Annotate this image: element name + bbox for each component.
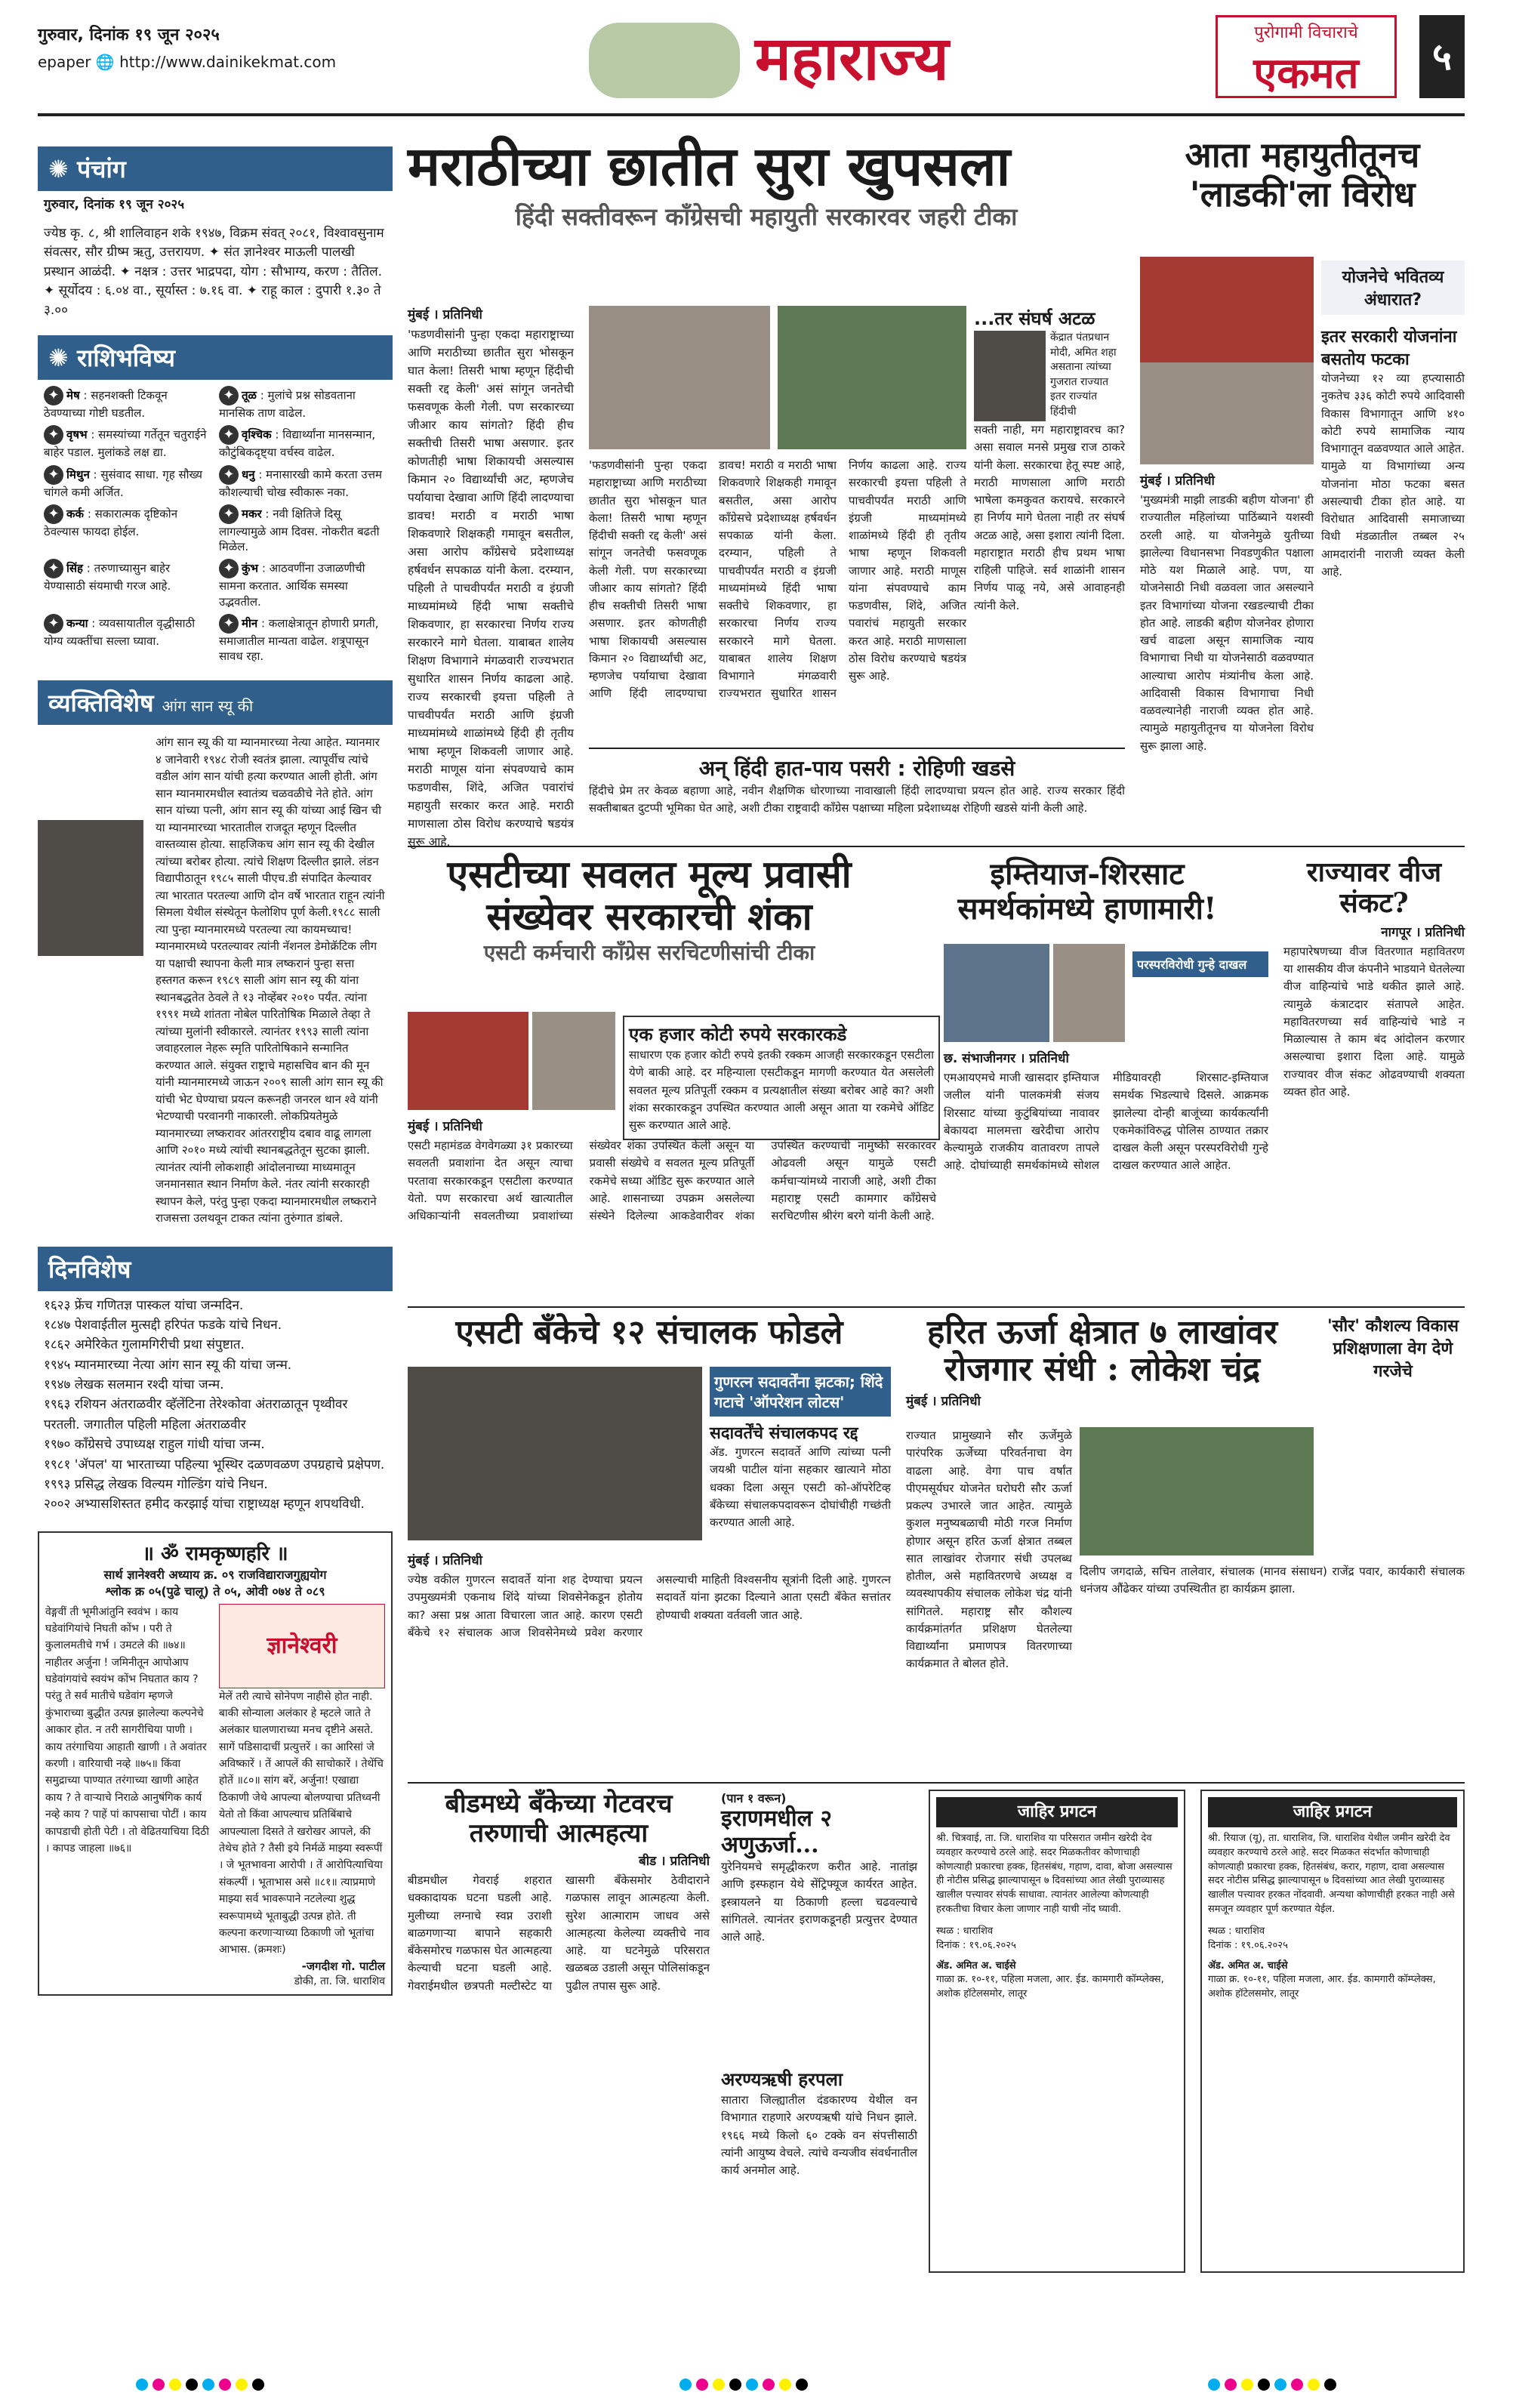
divider-1 [408,846,1465,847]
bank-inner-body: ॲड. गुणरत्न सदावर्ते आणि त्यांच्या पत्नी जयश्री पाटील यांना सहकार खात्याने मोठा धक्का दिला असून एसटी को-ऑपरेटिव्ह बँकेच्या संचालकपदावरून दोघांचीही गच्छंती करण्यात आली आहे. [710,1445,891,1529]
vij-story [1283,857,1465,1321]
rashi-grid [38,380,393,670]
imtiyaz-body-wrap [944,1046,1268,1318]
gemini-icon: ✦ [44,465,63,485]
rashi-name: तूळ [242,388,257,402]
leo-icon: ✦ [44,559,63,578]
rashi-name: मेष [66,388,80,402]
ad-1-title: जाहिर प्रगटन [936,1797,1178,1827]
imtiyaz-body: एमआयएमचे माजी खासदार इम्तियाज जलील यांनी पालकमंत्री संजय शिरसाट यांच्या कुटुंबियांच्या नावावर बेकायदा मालमत्ता खरेदीचा आरोप केल्यामुळे राजकीय वातावरण तापले आहे. दोघांच्याही समर्थकांमध्ये सोशल मीडियावरही शिरसाट-इम्तियाज समर्थक भिडल्याचे दिसले. आक्रमक झालेल्या दोन्ही बाजूंच्या कार्यकर्त्यांनी एकमेकांविरुद्ध पोलिस ठाण्यात तक्रार दाखल केली असून परस्परविरोधी गुन्हे दाखल करण्यात आले आहेत. [944,1071,1268,1173]
sidebar-caption: केंद्रात पंतप्रधान मोदी, अमित शहा असताना त्यांच्या गुजरात राज्यात इतर राज्यांत हिंदीची [1050,331,1117,418]
rashi-item: ✦ धनु : मनासारखी कामे करता उत्तम कौशल्याची चोख स्वीकारू नका. [219,466,382,499]
rashi-name: मकर [242,507,262,521]
panchang-icon: ✺ [48,155,77,183]
rashi-item: ✦ वृश्चिक : विद्यार्थ्यांना मानसन्मान, कौटुंबिकदृष्ट्या वर्चस्व वाढेल. [219,427,376,460]
harit-headline: हरित ऊर्जा क्षेत्रात ७ लाखांवर रोजगार संधी : लोकेश चंद्र [927,1313,1277,1389]
ramkrishna-place: डोकी, ता. जि. धाराशिव [294,1975,385,1987]
ramkrishna-author: -जगदीश गो. पाटील [301,1959,385,1973]
leader-photo-2 [778,306,966,449]
ramkrishna-col2: मेलें तरी त्याचे सोनेपण नाहीसे होत नाही. बाकी सोन्याला अलंकार हे म्हटले जाते ते अलंकार घालणाराच्या मनच दृष्टीने असते. सागें पडिसादाचीं प्रत्युत्तरें । का आरिसां जे अविष्कारें । तें आपलें की साचोकारें । तेथेंचि होतें ॥८०॥ सांग बरें, अर्जुना! एखाद्या ठिकाणी जेथे आपल्या बोलण्याचा प्रतिध्वनी येतो तो किंवा आपल्याच प्रतिबिंबाचे आपल्याला दिसते ते खरोखर आपले, की तेथेच होते ? तैसी इये निर्मळें माझ्या स्वरूपीं । जे भूतभावना आरोपी । तें आरोपित्याचिया संकल्पीं । भूताभास असे ॥८१॥ त्याप्रमाणे माझ्या सर्व भावरूपाने नटलेल्या शुद्ध स्वरूपामध्ये भूताबुद्धी उत्पन्न होते. ती कल्पना करणाऱ्याच्या ठिकाणी जो भूतांचा आभास. (क्रमशः) [219,1690,384,1956]
harit-story [906,1314,1299,1412]
st-body-wrap [408,1114,936,1318]
map-icon [589,23,740,98]
dnyaneshwari-logo: ज्ञानेश्वरी [219,1604,385,1688]
rashi-text: तरुणाच्यासुन बाहेर येण्यासाठी संयमाची गरज आहे. [44,561,171,594]
ladki-side-body: योजनेच्या १२ व्या हप्त्यासाठी नुकतेच ३३६ कोटी रुपये आदिवासी विकास विभागातून आणि ४१० कोटी रुपये सामाजिक न्याय विभागातून वळवण्यात आले आहेत. यामुळे या विभागांच्या अन्य योजनांना मोठा फटका बसत असल्याची टीका होत आहे. या विरोधात आदिवासी समाजाच्या विधी मंडळातील तब्बल २५ आमदारांनी नाराजी व्यक्त केली आहे. [1321,372,1465,578]
harit-col [906,1427,1072,1774]
rashi-item: ✦ कुंभ : आठवणींना उजाळणीची सामना करतात. आर्थिक समस्या उद्भवतील. [219,560,365,609]
harit-body: राज्यात प्रामुख्याने सौर ऊर्जेमुळे पारंपरिक ऊर्जेच्या परिवर्तनाचा वेग वाढला आहे. वेगा पाच वर्षांत पीएमसूर्यघर योजनेत घरोघरी सौर ऊर्जा प्रकल्प उभारले जात आहेत. त्यामुळे कुशल मनुष्यबळाची मोठी गरज निर्माण होणार असून हरित ऊर्जा क्षेत्रात तब्बल सात लाखांवर रोजगार संधी उपलब्ध होतील, असे महावितरणचे अध्यक्ष व व्यवस्थापकीय संचालक लोकेश चंद्र यांनी सांगितले. महाराष्ट्र सौर कौशल्य कार्यक्रमांतर्गत प्रशिक्षण घेतलेल्या विद्यार्थ्यांना प्रमाणपत्र वितरणाच्या कार्यक्रमात ते बोलत होते. [906,1429,1072,1671]
divider-3 [408,1782,1465,1784]
imtiyaz-dateline: छ. संभाजीनगर । प्रतिनिधी [944,1051,1069,1066]
rashi-text: नवी क्षितिजे दिसू लागल्यामुळे आम दिवस. नोकरीत बढती मिळेल. [219,507,380,553]
beed-headline: बीडमध्ये बँकेच्या गेटवरच तरुणाची आत्महत्या [445,1789,673,1849]
dinvishesh-item: १९४५ म्यानमारच्या नेत्या आंग सान स्यू की यांचा जन्म. [44,1357,292,1373]
ad-1-body: श्री. चित्रवाई, ता. जि. धाराशिव या परिसरात जमीन खरेदी देव व्यवहार करण्याचे ठरले आहे. सदर मिळकतीवर कोणाचाही कोणत्याही प्रकारचा हक्क, हितसंबंध, गहाण, दावा, बोजा असल्यास ही नोटीस प्रसिद्ध झाल्यापासून ७ दिवसांच्या आत लेखी पुराव्यासह खालील पत्त्यावर संपर्क साधावा. त्यानंतर आलेल्या कोणत्याही हरकतीचा विचार केला जाणार नाही याची नोंद घ्यावी. [936,1832,1172,1916]
quote-box [589,748,1125,818]
sagittarius-icon: ✦ [219,465,239,485]
panchang-heading: ✺ पंचांग [38,146,393,191]
aries-icon: ✦ [44,386,63,405]
ad-2-body: श्री. रियाज (यू), ता. धाराशिव, जि. धाराशिव येथील जमीन खरेदी देव व्यवहार करण्याचे ठरले आहे. सदर मिळकत संदर्भात कोणाचाही कोणत्याही प्रकारचा हक्क, हितसंबंध, करार, गहाण, दावा असल्यास सदर नोटीस प्रसिद्ध झाल्यापासून ७ दिवसांच्या आत लेखी पुराव्यासह खालील पत्त्यावर हरकत नोंदवावी. अन्यथा कोणाचीही हरकत नाही असे समजून व्यवहार पूर्ण करण्यात येईल. [1208,1832,1455,1916]
st-story [408,853,891,967]
ad-2-signer: ॲड. अमित अ. चाईसे [1208,1959,1288,1972]
dinvishesh-item: १९६३ रशियन अंतराळवीर व्हॅलेंटिना तेरेश्कोवा अंतराळातून पृथ्वीवर परतली. जगातील पहिली महिला अंतराळवीर [44,1397,348,1432]
vyakti-text: आंग सान स्यू की या म्यानमारच्या नेत्या आहेत. म्यानमार ४ जानेवारी १९४८ रोजी स्वतंत्र झाला. त्यापूर्वीच त्यांचे वडील आंग सान यांची हत्या करण्यात आली होती. आंग सान म्यानमारमधील स्वातंत्र्य चळवळीचे नेते होते. आंग सान यांच्या पत्नी, आंग सान स्यू की यांच्या आई खिन ची या म्यानमारच्या भारतातील राजदूत म्हणून दिल्लीत वास्तव्यास होत्या. साहजिकच आंग सान स्यू की देखील त्यांच्या बरोबर होत्या. त्यांचे शिक्षण दिल्लीत झाले. लंडन विद्यापीठातून १९८५ साली पीएच.डी संपादित केल्यावर त्या भारतात परतल्या आणि दोन वर्षे भारतात राहून त्यांनी सिमला येथील संस्थेतून फेलोशिप पूर्ण केली.१९८८ साली त्या पुन्हा म्यानमारमध्ये परतल्या त्या कायमच्याच! म्यानमारमध्ये परतल्यावर त्यांनी नॅशनल डेमोक्रॅटिक लीग या पक्षाची स्थापना केली मात्र लष्करानं पुन्हा सत्ता हस्तगत करून १९८९ साली आंग सान स्यू की यांना स्थानबद्धतेत ठेवले ते १३ नोव्हेंबर २०१० पर्यंत. त्यांना १९९१ मध्ये शांतता नोबेल पारितोषिक मिळाले तेव्हा ते त्यांच्या मुलांनी स्वीकारले. त्यानंतर १९९३ साली त्यांना जवाहरलाल नेहरू स्मृति पारितोषिकाने सन्मानित करण्यात आले. संयुक्त राष्ट्राचे महासचिव बान की मून यांनी म्यानमारमध्ये जाऊन २००९ साली आंग सान स्यू की यांची भेट घेण्याचा प्रयत्न करूनही जनरल थान श्वे यांनी भेटण्याची परवानगी नाकारली. लोकप्रियतेमुळे म्यानमारच्या लष्करावर आंतरराष्ट्रीय दबाव वाढू लागला आणि २०१० मध्ये त्यांची स्थानबद्धतेतून सुटका झाली. त्यानंतर त्यांनी लोकशाही आंदोलनाच्या माध्यमातून जनमानसात स्थान निर्माण केले. नंतर त्यांनी सरकारही स्थापन केले, परंतु पुन्हा एकदा म्यानमारमधील लष्कराने राजसत्ता उलथवून टाकत त्यांना तुरुंगात डांबले. [156,735,385,1226]
ladki-body: 'मुख्यमंत्री माझी लाडकी बहीण योजना' ही राज्यातील महिलांच्या पाठिंब्याने यशस्वी ठरली आहे. या योजनेमुळे युतीच्या झालेल्या विधानसभा निवडणुकीत पक्षाला मोठे यश मिळाले आहे. पण, या योजनेसाठी निधी वळवला जात असल्याने इतर विभागांच्या योजना रखडल्याची टीका होत आहे. लाडकी बहीण योजनेवर होणारा खर्च वाढला असून सामाजिक न्याय विभागाचा निधी या योजनेसाठी वळवण्यात आल्याचा आरोप मंत्र्यांनीच केला आहे. आदिवासी विकास विभागाचा निधी वळवल्यानेही नाराजी व्यक्त होत आहे. त्यामुळे महायुतीतूनच या योजनेला विरोध सुरू झाला आहे. [1140,493,1314,753]
harit-side-head: 'सौर' कौशल्य विकास प्रशिक्षणाला वेग देणे गरजेचे [1326,1317,1459,1381]
aquarius-icon: ✦ [219,559,239,578]
pisces-icon: ✦ [219,614,239,634]
st-dateline: मुंबई । प्रतिनिधी [408,1119,482,1134]
lead-col1 [408,302,574,849]
lead-headline: मराठीच्या छातीत सुरा खुपसला [408,134,1011,198]
st-box-head: एक हजार कोटी रुपये सरकारकडे [629,1024,847,1045]
raj-thackeray-photo [974,331,1046,421]
color-registration-bar-2 [679,2379,808,2391]
rashi-item: ✦ मकर : नवी क्षितिजे दिसू लागल्यामुळे आम दिवस. नोकरीत बढती मिळेल. [219,505,380,553]
header-divider [38,113,1465,116]
bank-dateline: मुंबई । प्रतिनिधी [408,1553,482,1568]
dinvishesh-list [38,1291,393,1519]
dinvishesh-heading: दिनविशेष [38,1247,393,1291]
color-registration-bar-1 [136,2379,264,2391]
ad-2-date: दिनांक : १९.०६.२०२५ [1208,1939,1288,1951]
sidebar [38,136,393,1996]
scorpio-icon: ✦ [219,425,239,445]
ad-2 [1200,1790,1465,2273]
bank-box-head: गुणरत्न सदावर्तेंना झटका; शिंदे गटाचे 'ऑपरेशन लोटस' [710,1367,891,1417]
rashi-item: ✦ तूळ : मुलांचे प्रश्न सोडवताना मानसिक ताण वाढेल. [219,387,356,420]
vij-headline: राज्यावर वीज संकट? [1306,856,1442,920]
ladki-side-head: इतर सरकारी योजनांना बसतोय फटका [1321,328,1457,369]
lead-subhead: हिंदी सक्तीवरून काँग्रेसची महायुती सरकारवर जहरी टीका [515,202,1018,232]
ramkrishna-heading: ॥ ॐ रामकृष्णहरि ॥ [142,1542,288,1565]
page-number: ५ [1419,15,1465,98]
rashi-item: ✦ मिथुन : सुसंवाद साधा. गृह सौख्य चांगले कमी अर्जित. [44,466,202,499]
rashi-name: कन्या [66,616,88,631]
divider-2 [408,1306,1465,1308]
rashi-item: ✦ कन्या : व्यवसायातील वृद्धीसाठी योग्य व्यक्तींचा सल्ला घ्यावा. [44,615,196,648]
harit-side [1321,1314,1465,1382]
ladki-col [1140,468,1314,846]
rashi-name: कुंभ [242,561,259,575]
bank-inner-head: सदावर्तेंचे संचालकपद रद्द [710,1424,858,1443]
beed-body: बीडमधील गेवराई शहरात धक्कादायक घटना घडली आहे. मुलीच्या लग्नाचे स्वप्न उराशी बाळगणाऱ्या बापाने सहकारी बँकेसमोरच गळफास घेत आत्महत्या केल्याची घटना घडली आहे. गेवराईमधील छत्रपती मल्टीस्टेट या खासगी बँकेसमोर ठेवीदाराने गळफास लावून आत्महत्या केली. सुरेश आत्माराम जाधव असे आत्महत्या केलेल्या व्यक्तीचे नाव आहे. या घटनेमुळे परिसरात खळबळ उडाली असून पोलिसांकडून पुढील तपास सुरू आहे. [408,1873,710,1993]
bank-headline: एसटी बँकेचे १२ संचालक फोडले [455,1313,843,1352]
brand-logo [1216,15,1397,98]
rashi-name: मीन [242,616,258,631]
ramkrishna-box [38,1531,393,1996]
rashi-item: ✦ वृषभ : समस्यांच्या गर्तेतून चतुराईने बाहेर पडाल. मुलांकडे लक्ष द्या. [44,427,207,460]
vyakti-body [38,725,393,1236]
dinvishesh-item: १९७० काँग्रेसचे उपाध्यक्ष राहुल गांधी यांचा जन्म. [44,1437,265,1453]
imtiyaz-story [936,857,1238,927]
person-photo [38,820,143,956]
capricorn-icon: ✦ [219,504,239,524]
rashi-text: व्यवसायातील वृद्धीसाठी योग्य व्यक्तींचा सल्ला घ्यावा. [44,616,196,648]
ladki-photo-2 [1140,362,1314,464]
ladki-headline: आता महायुतीतूनच 'लाडकी'ला विरोध [1185,134,1420,214]
rashi-item: ✦ सिंह : तरुणाच्यासुन बाहेर येण्यासाठी संयमाची गरज आहे. [44,560,171,594]
bus-photo [408,1012,528,1110]
dinvishesh-item: १९८१ 'ॲपल' या भारताच्या पहिल्या भूस्थिर दळणवळण उपग्रहाचे प्रक्षेपण. [44,1457,385,1472]
ramkrishna-sub: सार्थ ज्ञानेश्वरी अध्याय क्र. ०९ राजविद्याराजगुह्ययोग [103,1567,327,1582]
harit-photo [1080,1427,1314,1555]
ad-1-signer: ॲड. अमित अ. चाईसे [936,1959,1016,1972]
masthead-title: महाराज्य [755,23,949,94]
lead-body: 'फडणवीसांनी पुन्हा एकदा महाराष्ट्राच्या आणि मराठीच्या छातीत सुरा भोसकून घात केला! तिसरी भाषा म्हणून हिंदीची सक्ती रद्द केली' असं सांगून जनतेची फसवणूक केली गेली. पण सरकारच्या जीआर काय सांगतो? हिंदी हीच सक्तीची तिसरी भाषा असणार. इतर कोणतीही भाषा शिकायची असल्यास किमान २० विद्यार्थ्यांची अट, म्हणजेच पर्यायाचा देखावा आणि हिंदी लादण्याचा डावच! मराठी व मराठी भाषा शिकवणारे शिक्षकही गमावून बसतील, असा आरोप काँग्रेसचे प्रदेशाध्यक्ष हर्षवर्धन सपकाळ यांनी केला. दरम्यान, पहिली ते पाचवीपर्यंत मराठी व इंग्रजी माध्यमांमध्ये हिंदी भाषा सक्तीचे शिकवणार, हा सरकारचा निर्णय राज्य सरकारने मागे घेतला. याबाबत शालेय शिक्षण विभागाने मंगळवारी राज्यभरात सुधारित शासन निर्णय काढला आहे. राज्य सरकारची इयत्ता पहिली ते पाचवीपर्यंत मराठी आणि इंग्रजी माध्यमांमध्ये शाळांमध्ये हिंदी ही तृतीय भाषा म्हणून शिकवली जाणार आहे. मराठी माणूस यांना संपवण्याचे काम फडणवीस, शिंदे, अजित पवारांचं महायुती सरकार करत आहे. मराठी माणसाला ठोस विरोध करण्याचे षडयंत्र सुरू आहे. [408,328,574,849]
dinvishesh-item: १८४७ पेशवाईतील मुत्सद्दी हरिपंत फडके यांचे निधन. [44,1318,282,1333]
sidebar-body: सक्ती नाही, मग महाराष्ट्रावरच का? असा सवाल मनसे प्रमुख राज ठाकरे यांनी केला. सरकारचा हेतू स्पष्ट आहे, मराठी माणसाला आणि मराठी भाषेला कमकुवत करायचे. सरकारने हा निर्णय मागे घेतला नाही तर संघर्ष अटळ आहे, असा इशारा त्यांनी दिला. महाराष्ट्रात मराठी हीच प्रथम भाषा राहिली पाहिजे. सर्व शाळांनी शासन निर्णय पाळू नये, असे आवाहनही त्यांनी केले. [974,423,1125,612]
rashi-text: मुलांचे प्रश्न सोडवताना मानसिक ताण वाढेल. [219,388,356,420]
bank-body-wrap [408,1548,891,1783]
rashi-name: मिथुन [66,467,90,481]
harit-dateline: मुंबई । प्रतिनिधी [906,1393,981,1409]
st-subhead: एसटी कर्मचारी काँग्रेस सरचिटणीसांची टीका [483,940,815,965]
st-box-body: साधारण एक हजार कोटी रुपये इतकी रक्कम आजही सरकारकडून एसटीला येणे बाकी आहे. दर महिन्याला एसटीकडून मागणी करण्यात येत असलेली सवलत मूल्य प्रतिपूर्ती रक्कम व प्रत्यक्षातील संख्या बरोबर आहे का? अशी शंका सरकारकडून उपस्थित करण्यात आली असून आता या रकमेचे ऑडिट सुरू करण्यात आले आहे. [629,1048,934,1132]
vij-dateline: नागपूर । प्रतिनिधी [1381,924,1465,940]
rashi-text: मनासारखी कामे करता उत्तम कौशल्याची चोख स्वीकारू नका. [219,467,382,499]
ad-1-place: स्थळ : धाराशिव [936,1925,994,1937]
rashi-text: सकारात्मक दृष्टिकोन ठेवल्यास फायदा होईल. [44,507,178,538]
rashi-name: वृश्चिक [242,427,272,442]
beed-story [408,1790,710,2295]
imtiyaz-headline: इम्तियाज-शिरसाट समर्थकांमध्ये हाणामारी! [957,856,1217,927]
ad-2-title: जाहिर प्रगटन [1208,1797,1457,1827]
dinvishesh-item: १८६२ अमेरिकेत गुलामगिरीची प्रथा संपुष्टात. [44,1337,245,1353]
rashi-name: कर्क [66,507,85,521]
bank-story [408,1314,891,1351]
libra-icon: ✦ [219,386,239,405]
ad-2-addr: गाळा क्र. १०-११, पहिला मजला, आर. ईड. कामगारी कॉम्प्लेक्स, अशोक हॉटेलसमोर, लातूर [1208,1974,1436,2000]
rashi-text: सुसंवाद साधा. गृह सौख्य चांगले कमी अर्जित. [44,467,202,499]
iran-story [721,1790,917,2273]
rashi-item: ✦ मीन : कलाक्षेत्रातून होणारी प्रगती, समाजातील मान्यता वाढेल. शत्रूपासून सावध रहा. [219,615,379,663]
lead-dateline: मुंबई । प्रतिनिधी [408,307,482,322]
ladki-box-head: योजनेचे भवितव्य अंधारात? [1342,268,1444,310]
vyakti-heading: व्यक्तिविशेष आंग सान स्यू की [38,680,393,725]
lead-body-cont: 'फडणवीसांनी पुन्हा एकदा महाराष्ट्राच्या आणि मराठीच्या छातीत सुरा भोसकून घात केला! तिसरी भाषा म्हणून हिंदीची सक्ती रद्द केली' असं सांगून जनतेची फसवणूक केली गेली. पण सरकारच्या जीआर काय सांगतो? हिंदी हीच सक्तीची तिसरी भाषा असणार. इतर कोणतीही भाषा शिकायची असल्यास किमान २० विद्यार्थ्यांची अट, म्हणजेच पर्यायाचा देखावा आणि हिंदी लादण्याचा डावच! मराठी व मराठी भाषा शिकवणारे शिक्षकही गमावून बसतील, असा आरोप काँग्रेसचे प्रदेशाध्यक्ष हर्षवर्धन सपकाळ यांनी केला. दरम्यान, पहिली ते पाचवीपर्यंत मराठी व इंग्रजी माध्यमांमध्ये हिंदी भाषा सक्तीचे शिकवणार, हा सरकारचा निर्णय राज्य सरकारने मागे घेतला. याबाबत शालेय शिक्षण विभागाने मंगळवारी राज्यभरात सुधारित शासन निर्णय काढला आहे. राज्य सरकारची इयत्ता पहिली ते पाचवीपर्यंत मराठी आणि इंग्रजी माध्यमांमध्ये शाळांमध्ये हिंदी ही तृतीय भाषा म्हणून शिकवली जाणार आहे. मराठी माणूस यांना संपवण्याचे काम फडणवीस, शिंदे, अजित पवारांचं महायुती सरकार करत आहे. मराठी माणसाला ठोस विरोध करण्याचे षडयंत्र सुरू आहे. [589,458,966,701]
bank-body: ज्येष्ठ वकील गुणरत्न सदावर्ते यांना शह देण्याचा प्रयत्न उपमुख्यमंत्री एकनाथ शिंदे यांच्या शिवसेनेकडून होतोय का? असा प्रश्न आता विचारला जात आहे. कारण एसटी बँकेचे १२ संचालक आज शिवसेनेमध्ये प्रवेश करणार असल्याची माहिती विश्वसनीय सूत्रांनी दिली आहे. गुणरत्न सदावर्ते यांना झटका दिल्याने आता एसटी बँकेत सत्तांतर होण्याची शक्यता वर्तवली जात आहे. [408,1573,891,1639]
iran-body: युरेनियमचे समृद्धीकरण करीत आहे. नातांझ आणि इस्फहान येथे सेंट्रिफ्यूज कार्यरत आहेत. इस्त्रायलने या ठिकाणी हल्ला चढवल्याचे सांगितले. त्यानंतर इराणकडूनही प्रत्युत्तर देण्यात आले आहे. [721,1860,917,1944]
ad-1-date: दिनांक : १९.०६.२०२५ [936,1939,1016,1951]
iran-headline: इराणमधील २ अणुऊर्जा... [721,1805,833,1858]
epaper-link[interactable]: epaper 🌐 http://www.dainikekmat.com [38,53,337,71]
ad-1-addr: गाळा क्र. १०-११, पहिला मजला, आर. ईड. कामगारी कॉम्प्लेक्स, अशोक हॉटेलसमोर, लातूर [936,1974,1164,2000]
iran-prefix: (पान १ वरून) [721,1791,787,1805]
rashi-text: सहनशक्ती टिकवून ठेवण्याच्या गोष्टी घडतील. [44,388,168,420]
ad-1 [929,1790,1185,2273]
zodiac-icon: ✺ [48,344,77,372]
quote-body: हिंदीचे प्रेम तर केवळ बहाणा आहे, नवीन शैक्षणिक धोरणाच्या नावाखाली हिंदी लादण्याचा प्रयत्न होत आहे. राज्य सरकार हिंदी सक्तीबाबत दुटप्पी भूमिका घेत आहे, अशी टीका राष्ट्रवादी काँग्रेस पक्षाच्या महिला प्रदेशाध्यक्ष रोहिणी खडसे यांनी केली आहे. [589,784,1125,816]
rashi-item: ✦ मेष : सहनशक्ती टिकवून ठेवण्याच्या गोष्टी घडतील. [44,387,168,420]
rashi-name: सिंह [66,561,83,575]
rashi-text: कलाक्षेत्रातून होणारी प्रगती, समाजातील मान्यता वाढेल. शत्रूपासून सावध रहा. [219,616,379,663]
panchang-date: गुरुवार, दिनांक १९ जून २०२५ [44,197,185,212]
harit-side-body: दिलीप जगदाळे, सचिन तालेवार, संचालक (मानव संसाधन) राजेंद्र पवार, कार्यकारी संचालक धनंजय औंढेकर यांच्या उपस्थितीत हा कार्यक्रम झाला. [1080,1565,1465,1596]
rashi-text: आठवणींना उजाळणीची सामना करतात. आर्थिक समस्या उद्भवतील. [219,561,365,609]
bank-photo [408,1367,702,1540]
st-headline: एसटीच्या सवलत मूल्य प्रवासी संख्येवर सरकारची शंका [447,852,852,939]
ad-2-place: स्थळ : धाराशिव [1208,1925,1265,1937]
beed-dateline: बीड । प्रतिनिधी [639,1854,710,1870]
ladki-dateline: मुंबई । प्रतिनिधी [1140,473,1215,489]
ladki-photo-1 [1140,257,1314,362]
leader-photo-1 [589,306,770,449]
taurus-icon: ✦ [44,425,63,445]
rashi-name: धनु [242,467,255,481]
rashi-heading: ✺ राशिभविष्य [38,335,393,380]
dinvishesh-item: २००२ अभ्यासशिस्तत हमीद करझाई यांचा राष्ट्राध्यक्ष म्हणून शपथविधी. [44,1497,365,1512]
quote-head: अन् हिंदी हात-पाय पसरी : रोहिणी खडसे [698,756,1015,781]
rashi-text: समस्यांच्या गर्तेतून चतुराईने बाहेर पडाल. मुलांकडे लक्ष द्या. [44,427,207,460]
ladki-story [1140,136,1465,214]
panchang-text: ज्येष्ठ कृ. ८, श्री शालिवाहन शके १९४७, विक्रम संवत् २०८१, विश्वावसुनाम संवत्सर, सौर ग्रीष्म ऋतु, उत्तरायण. ✦ संत ज्ञानेश्वर माऊली पालखी प्रस्थान आळंदी. ✦ नक्षत्र : उत्तर भाद्रपदा, योग : सौभाग्य, करण : तैतिल. ✦ सूर्योदय : ६.०४ वा., सूर्यास्त : ७.१६ वा. ✦ राहू काल : दुपारी १.३० ते ३.०० [44,225,384,318]
dinvishesh-item: १९९३ प्रसिद्ध लेखक विल्यम गोल्डिंग यांचे निधन. [44,1476,268,1492]
imtiyaz-box: परस्परविरोधी गुन्हे दाखल [1132,951,1268,977]
brand-name: एकमत [1253,49,1359,98]
ladki-side [1321,325,1465,823]
vij-body: महापारेषणच्या वीज वितरणात महावितरण या शासकीय वीज कंपनीने भाडयाने घेतलेल्या वीज वाहिन्यांचे भाडे थकीत झाले आहे. त्यामुळे कंत्राटदार संतापले आहेत. महावितरणच्या सर्व वाहिन्यांचे भाडे न मिळाल्यास ते काम बंद आंदोलन करणार असल्याचा इशारा दिला आहे. यामुळे राज्यावर वीज संकट ओढवण्याची शक्यता व्यक्त होत आहे. [1283,944,1465,1099]
rashi-name: वृषभ [66,427,88,442]
sidebar-head: ...तर संघर्ष अटळ [974,308,1095,329]
dinvishesh-item: १६२३ फ्रेंच गणितज्ञ पास्कल यांचा जन्मदिन. [44,1297,244,1313]
cancer-icon: ✦ [44,504,63,524]
dinvishesh-item: १९४७ लेखक सलमान रश्दी यांचा जन्म. [44,1377,224,1393]
iran-sub-body: सातारा जिल्ह्यातील दंडकारण्य येथील वन विभागात राहणारे अरण्यऋषी यांचे निधन झाले. १९६६ मध्ये किलो ६० टक्के वन संपत्तीसाठी त्यांनी आयुष्य वेचले. त्यांचे वन्यजीव संवर्धनातील कार्य अनमोल आहे. [721,2093,917,2177]
virgo-icon: ✦ [44,614,63,634]
lead-sidebar [974,306,1125,746]
lead-story [408,136,1125,240]
ramkrishna-sub2: श्लोक क्र ०५(पुढे चालू) ते ०५, ओवी ०७४ ते ०८९ [105,1583,325,1599]
rashi-text: विद्यार्थ्यांना मानसन्मान, कौटुंबिकदृष्ट्या वर्चस्व वाढेल. [219,427,376,460]
ramkrishna-col1: वेङ्गवीं ती भूमीआंतुनि स्ववंभ । काय घडेवांगियांचे निघती कोंभ । परी ते कुलालमतीचे गर्भ । उमटले की ॥७४॥ नाहीतर अर्जुना ! जमिनीतून आपोआप घडेवांगयांचे स्वयंभ कोंभ निघतात काय ? परंतु ते सर्व मातीचे घडेवांग म्हणजे कुंभाराच्या बुद्धीत उत्पन्न झालेल्या कल्पनेचे आकार होत. न तरी सागरीचिया पाणी । काय तरंगाचिया आहाती खाणी । ते अवांतर करणी । वारियाची नव्हे ॥७५॥ किंवा समुद्राच्या पाण्यात तरंगाच्या खाणी आहेत काय ? ते वाऱ्याचे निराळे आनुषंगिक कार्य नव्हे काय ? पाहें पां कापसाचा पोटीं । काय कापडाची होती पेटी । तो वेढितयाचिया दिठी । कापड जाहला ॥७६॥ [45,1605,209,1855]
bank-box [710,1367,891,1531]
ladki-box [1321,261,1465,315]
st-body: एसटी महामंडळ वेगवेगळ्या ३१ प्रकारच्या सवलती प्रवाशांना देत असून त्याचा परतावा सरकारकडून एसटीला करण्यात येतो. पण सरकारचा अर्थ खात्यातील अधिकाऱ्यांनी सवलतीच्या प्रवाशांच्या संख्येवर शंका उपस्थित केली असून या प्रवासी संख्येचे व सवलत मूल्य प्रतिपूर्ती रकमेचे सध्या ऑडिट सुरू करण्यात आले आहे. शासनाच्या उपक्रम असलेल्या संस्थेने दिलेल्या आकडेवारीवर शंका उपस्थित करण्याची नामुष्की सरकारवर ओढवली असून यामुळे एसटी कर्मचाऱ्यांमध्ये नाराजी आहे, अशी टीका महाराष्ट्र एसटी कामगार काँग्रेसचे सरचिटणीस श्रीरंग बरगे यांनी केली आहे. [408,1139,936,1222]
color-registration-bar-3 [1208,2379,1336,2391]
iran-sub-head: अरण्यऋषी हरपला [721,2069,843,2090]
barge-photo [532,1012,615,1110]
date-line: गुरुवार, दिनांक १९ जून २०२५ [38,26,220,45]
imtiyaz-photo-1 [944,944,1049,1042]
imtiyaz-photo-2 [1053,944,1125,1042]
brand-tagline: पुरोगामी विचाराचे [1254,23,1358,42]
rashi-item: ✦ कर्क : सकारात्मक दृष्टिकोन ठेवल्यास फायदा होईल. [44,505,178,538]
